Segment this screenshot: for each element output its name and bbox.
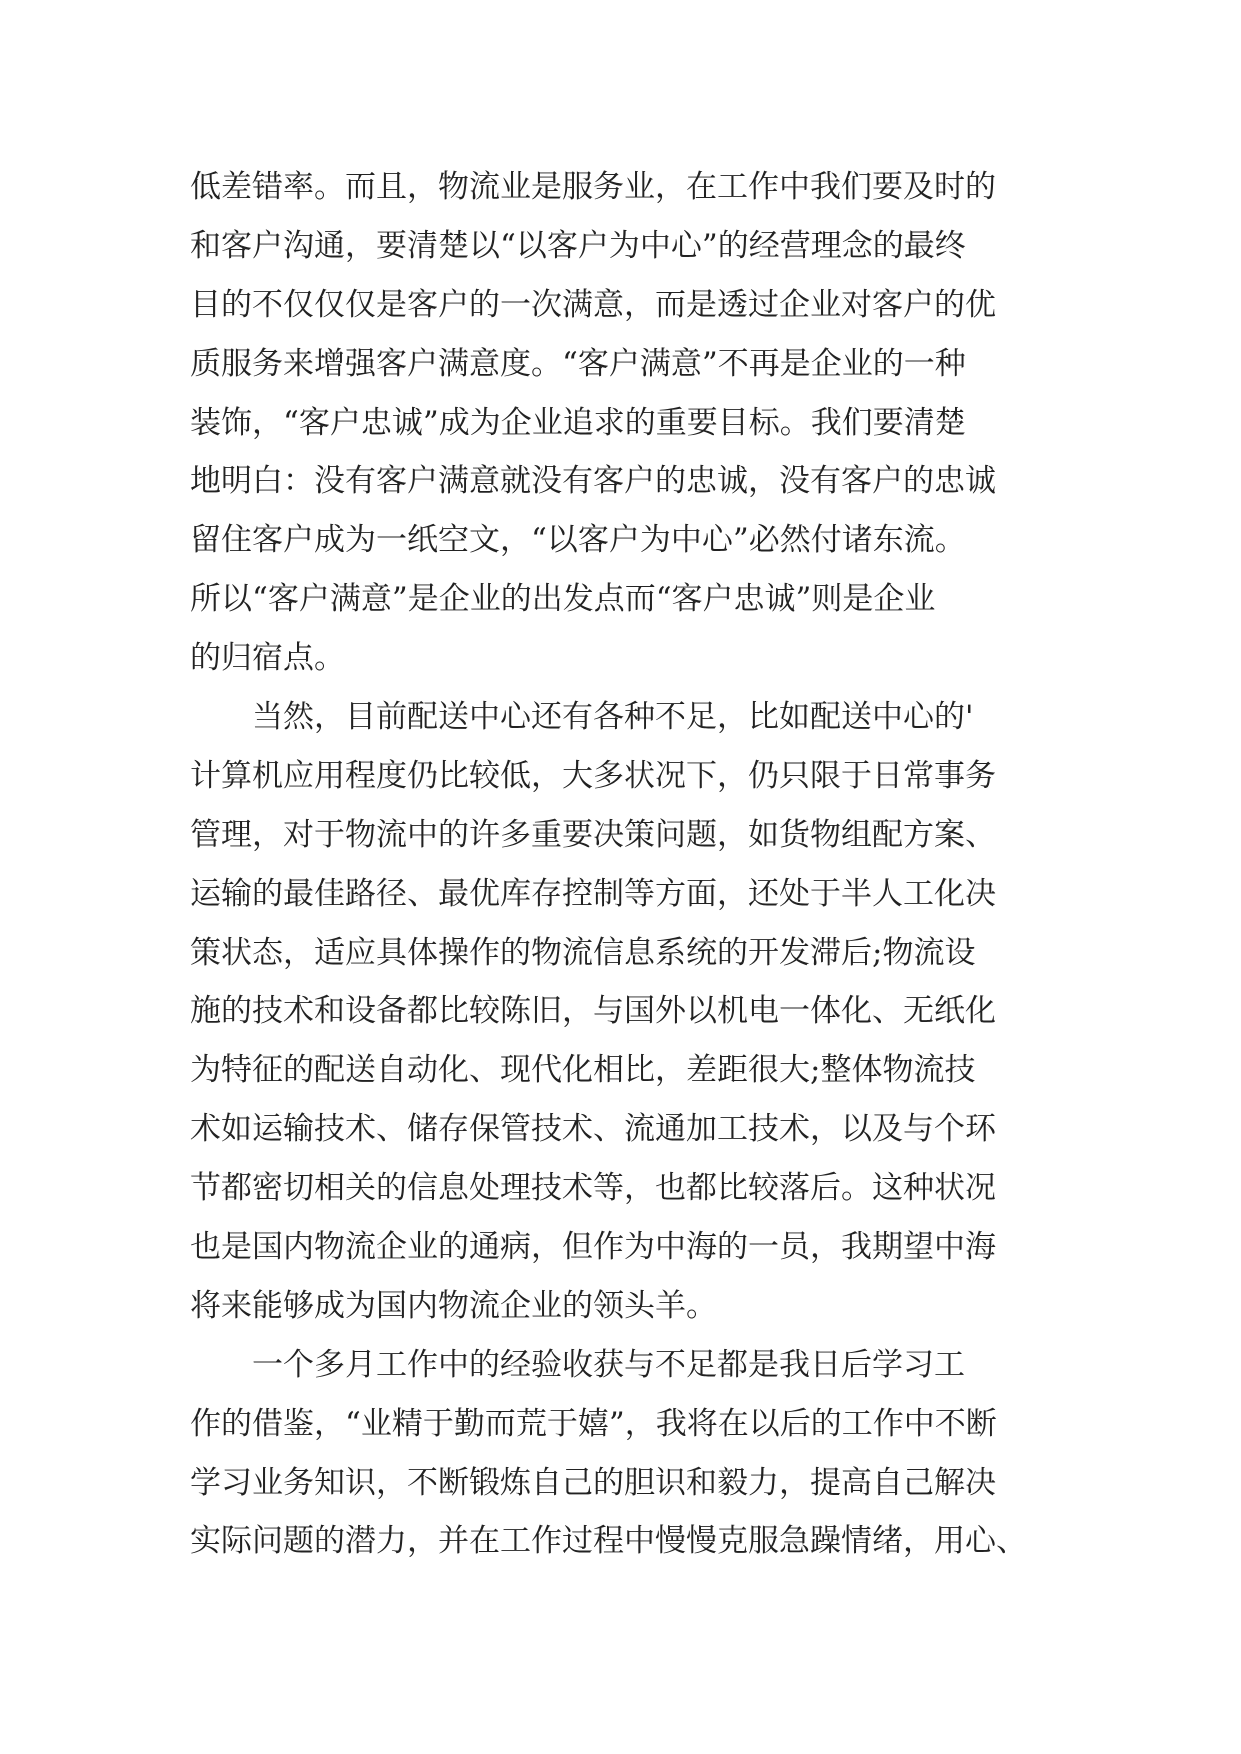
text-line: 地明白：没有客户满意就没有客户的忠诚，没有客户的忠诚 bbox=[190, 463, 996, 500]
text-line: 术如运输技术、储存保管技术、流通加工技术，以及与个环 bbox=[190, 1111, 996, 1148]
text-line: 策状态，适应具体操作的物流信息系统的开发滞后;物流设 bbox=[190, 934, 976, 971]
text-line: 的归宿点。 bbox=[190, 640, 345, 677]
text-line: 运输的最佳路径、最优库存控制等方面，还处于半人工化决 bbox=[190, 875, 996, 912]
text-line: 施的技术和设备都比较陈旧，与国外以机电一体化、无纸化 bbox=[190, 993, 996, 1030]
text-line: 目的不仅仅仅是客户的一次满意，而是透过企业对客户的优 bbox=[190, 286, 996, 323]
text-line: 学习业务知识，不断锻炼自己的胆识和毅力，提高自己解决 bbox=[190, 1464, 996, 1501]
text-line: 节都密切相关的信息处理技术等，也都比较落后。这种状况 bbox=[190, 1170, 996, 1207]
text-line: 当然，目前配送中心还有各种不足，比如配送中心的' bbox=[190, 699, 974, 736]
text-line: 为特征的配送自动化、现代化相比，差距很大;整体物流技 bbox=[190, 1052, 976, 1089]
text-line: 质服务来增强客户满意度。“客户满意”不再是企业的一种 bbox=[190, 345, 966, 382]
text-line: 也是国内物流企业的通病，但作为中海的一员，我期望中海 bbox=[190, 1229, 996, 1266]
text-line: 一个多月工作中的经验收获与不足都是我日后学习工 bbox=[190, 1346, 965, 1383]
body-text bbox=[190, 158, 1070, 1571]
text-line: 管理，对于物流中的许多重要决策问题，如货物组配方案、 bbox=[190, 816, 996, 853]
text-line: 将来能够成为国内物流企业的领头羊。 bbox=[190, 1287, 717, 1324]
text-line: 低差错率。而且，物流业是服务业，在工作中我们要及时的 bbox=[190, 169, 996, 205]
text-line: 留住客户成为一纸空文，“以客户为中心”必然付诸东流。 bbox=[190, 522, 966, 559]
text-line: 和客户沟通，要清楚以“以客户为中心”的经营理念的最终 bbox=[190, 227, 966, 264]
text-line: 作的借鉴，“业精于勤而荒于嬉”，我将在以后的工作中不断 bbox=[190, 1405, 997, 1442]
text-line: 实际问题的潜力，并在工作过程中慢慢克服急躁情绪，用心、 bbox=[190, 1523, 1027, 1560]
text-line: 所以“客户满意”是企业的出发点而“客户忠诚”则是企业 bbox=[190, 581, 936, 618]
text-line: 装饰，“客户忠诚”成为企业追求的重要目标。我们要清楚 bbox=[190, 404, 966, 441]
text-line: 计算机应用程度仍比较低，大多状况下，仍只限于日常事务 bbox=[190, 757, 996, 794]
